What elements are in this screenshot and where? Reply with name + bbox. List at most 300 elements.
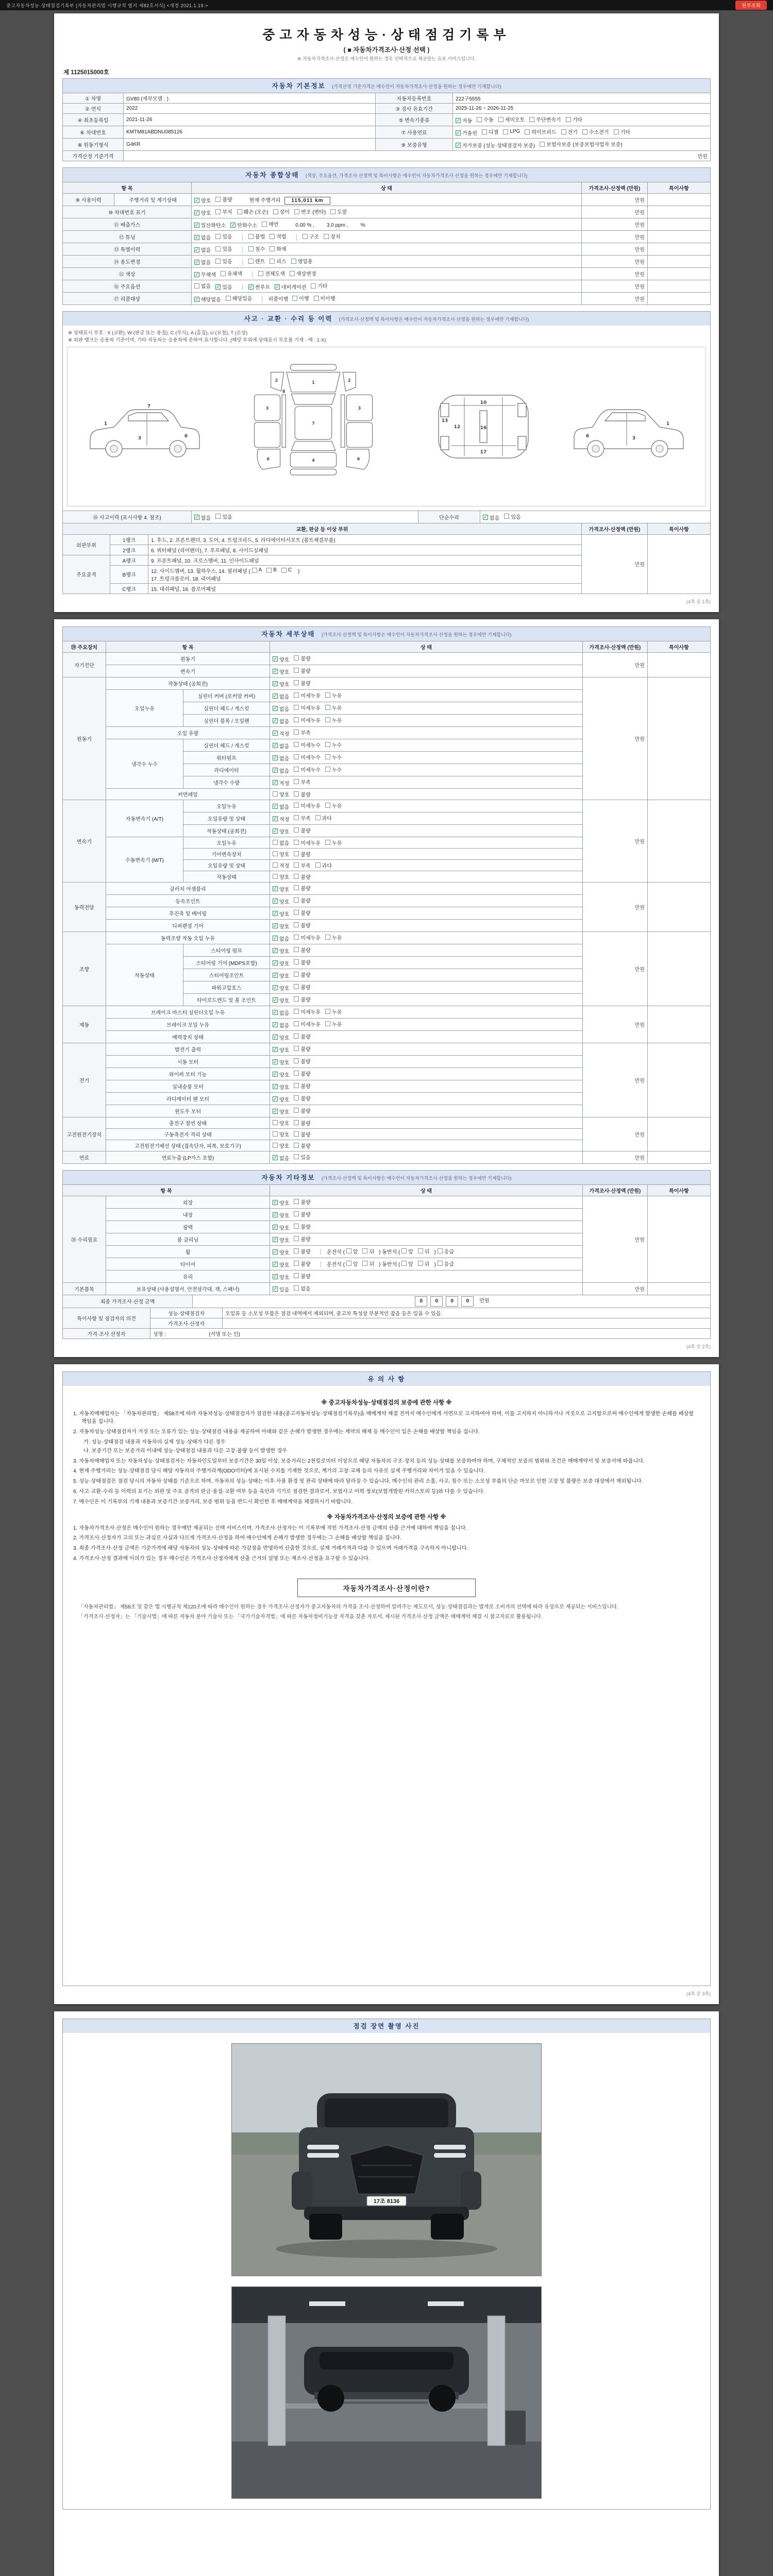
checkbox-option[interactable]	[294, 884, 310, 892]
unchecked-checkbox-icon[interactable]	[325, 742, 330, 747]
checkbox-option[interactable]	[294, 814, 310, 822]
checkbox-option[interactable]	[273, 668, 289, 675]
unchecked-checkbox-icon[interactable]	[291, 259, 296, 264]
checkbox-option[interactable]	[273, 208, 290, 215]
checked-checkbox-icon[interactable]: ✓	[273, 1262, 278, 1267]
checkbox-option[interactable]	[266, 567, 277, 573]
checkbox-option[interactable]	[325, 741, 342, 749]
checked-checkbox-icon[interactable]: ✓	[273, 1109, 278, 1114]
checked-checkbox-icon[interactable]: ✓	[273, 960, 278, 966]
unchecked-checkbox-icon[interactable]	[311, 283, 316, 289]
checked-checkbox-icon[interactable]: ✓	[248, 284, 254, 290]
unchecked-checkbox-icon[interactable]	[582, 129, 587, 134]
unchecked-checkbox-icon[interactable]	[325, 840, 330, 845]
checkbox-option[interactable]	[294, 1260, 310, 1267]
unchecked-checkbox-icon[interactable]	[294, 803, 299, 808]
checkbox-option[interactable]	[273, 935, 289, 942]
unchecked-checkbox-icon[interactable]	[418, 1248, 423, 1253]
unchecked-checkbox-icon[interactable]	[294, 885, 299, 890]
checkbox-option[interactable]	[294, 1119, 310, 1127]
unchecked-checkbox-icon[interactable]	[258, 271, 263, 276]
unchecked-checkbox-icon[interactable]	[401, 1248, 407, 1253]
unchecked-checkbox-icon[interactable]	[294, 1154, 299, 1159]
checkbox-option[interactable]	[273, 767, 289, 774]
checkbox-option[interactable]	[273, 1021, 289, 1029]
checkbox-option[interactable]	[294, 1272, 310, 1280]
checkbox-option[interactable]	[258, 269, 285, 277]
checkbox-option[interactable]	[561, 128, 578, 135]
checkbox-option[interactable]	[194, 282, 211, 290]
unchecked-checkbox-icon[interactable]	[294, 897, 299, 903]
unchecked-checkbox-icon[interactable]	[215, 259, 221, 264]
unchecked-checkbox-icon[interactable]	[221, 271, 226, 276]
unchecked-checkbox-icon[interactable]	[262, 222, 267, 227]
unchecked-checkbox-icon[interactable]	[270, 246, 275, 251]
unchecked-checkbox-icon[interactable]	[215, 246, 221, 251]
checkbox-option[interactable]	[273, 1236, 289, 1244]
checkbox-option[interactable]	[194, 221, 226, 229]
unchecked-checkbox-icon[interactable]	[294, 1058, 299, 1063]
checked-checkbox-icon[interactable]: ✓	[273, 804, 278, 809]
checkbox-option[interactable]	[292, 294, 309, 302]
checkbox-option[interactable]	[273, 1224, 289, 1231]
unchecked-checkbox-icon[interactable]	[294, 209, 299, 214]
checked-checkbox-icon[interactable]: ✓	[195, 296, 199, 302]
checkbox-option[interactable]	[525, 128, 556, 135]
checkbox-option[interactable]	[294, 741, 321, 749]
checkbox-option[interactable]	[330, 208, 347, 215]
checkbox-option[interactable]	[290, 269, 316, 277]
checkbox-option[interactable]	[325, 704, 342, 711]
checkbox-option[interactable]	[294, 983, 310, 991]
unchecked-checkbox-icon[interactable]	[294, 668, 299, 673]
checkbox-option[interactable]	[294, 826, 310, 834]
checkbox-option[interactable]	[294, 971, 310, 978]
unchecked-checkbox-icon[interactable]	[294, 1033, 299, 1039]
unchecked-checkbox-icon[interactable]	[294, 1071, 299, 1076]
checkbox-option[interactable]	[346, 1260, 358, 1267]
checkbox-option[interactable]	[273, 861, 289, 869]
checkbox-option[interactable]	[273, 1071, 289, 1078]
checked-checkbox-icon[interactable]: ✓	[273, 973, 278, 978]
checkbox-option[interactable]	[194, 196, 211, 204]
checked-checkbox-icon[interactable]: ✓	[216, 284, 221, 290]
checkbox-option[interactable]	[273, 984, 289, 992]
unchecked-checkbox-icon[interactable]	[226, 296, 231, 301]
unchecked-checkbox-icon[interactable]	[266, 568, 272, 573]
checkbox-option[interactable]	[194, 270, 216, 278]
unchecked-checkbox-icon[interactable]	[294, 1236, 299, 1241]
checkbox-option[interactable]	[273, 779, 289, 787]
unchecked-checkbox-icon[interactable]	[294, 779, 299, 784]
unchecked-checkbox-icon[interactable]	[525, 129, 530, 134]
checkbox-option[interactable]	[294, 1247, 310, 1255]
checkbox-option[interactable]	[273, 730, 289, 737]
checkbox-option[interactable]	[273, 1142, 289, 1149]
checkbox-option[interactable]	[294, 1198, 310, 1206]
checked-checkbox-icon[interactable]: ✓	[456, 142, 461, 148]
unchecked-checkbox-icon[interactable]	[566, 117, 571, 122]
checkbox-option[interactable]	[346, 1247, 358, 1255]
checkbox-option[interactable]	[614, 128, 630, 135]
unchecked-checkbox-icon[interactable]	[324, 234, 329, 239]
unchecked-checkbox-icon[interactable]	[273, 840, 278, 845]
unchecked-checkbox-icon[interactable]	[315, 862, 321, 868]
checkbox-option[interactable]	[194, 295, 221, 303]
unchecked-checkbox-icon[interactable]	[273, 874, 278, 879]
checked-checkbox-icon[interactable]: ✓	[273, 706, 278, 711]
checkbox-option[interactable]	[294, 1008, 321, 1015]
checked-checkbox-icon[interactable]: ✓	[273, 731, 278, 736]
unchecked-checkbox-icon[interactable]	[294, 910, 299, 915]
checkbox-option[interactable]	[273, 922, 289, 930]
unchecked-checkbox-icon[interactable]	[248, 246, 254, 251]
unchecked-checkbox-icon[interactable]	[248, 234, 254, 239]
unchecked-checkbox-icon[interactable]	[273, 1131, 278, 1137]
unchecked-checkbox-icon[interactable]	[294, 1143, 299, 1148]
checked-checkbox-icon[interactable]: ✓	[195, 515, 199, 520]
unchecked-checkbox-icon[interactable]	[294, 851, 299, 856]
unchecked-checkbox-icon[interactable]	[325, 754, 330, 759]
checkbox-option[interactable]	[483, 514, 499, 521]
unchecked-checkbox-icon[interactable]	[273, 209, 278, 214]
unchecked-checkbox-icon[interactable]	[294, 862, 299, 868]
unchecked-checkbox-icon[interactable]	[194, 283, 199, 289]
checkbox-option[interactable]	[418, 1247, 430, 1255]
checkbox-option[interactable]	[294, 753, 321, 761]
unchecked-checkbox-icon[interactable]	[294, 730, 299, 735]
checked-checkbox-icon[interactable]: ✓	[273, 693, 278, 699]
unchecked-checkbox-icon[interactable]	[294, 827, 299, 833]
checkbox-option[interactable]	[273, 1248, 289, 1256]
checkbox-option[interactable]	[273, 692, 289, 700]
checked-checkbox-icon[interactable]: ✓	[273, 1035, 278, 1040]
checkbox-option[interactable]	[248, 283, 270, 291]
checkbox-option[interactable]	[315, 814, 332, 822]
unchecked-checkbox-icon[interactable]	[498, 117, 503, 122]
unchecked-checkbox-icon[interactable]	[482, 129, 487, 134]
checkbox-option[interactable]	[303, 232, 319, 240]
checkbox-option[interactable]	[273, 839, 289, 846]
checkbox-option[interactable]	[294, 896, 310, 904]
unchecked-checkbox-icon[interactable]	[294, 1021, 299, 1026]
checkbox-option[interactable]	[294, 778, 310, 786]
checkbox-option[interactable]	[294, 995, 310, 1003]
checkbox-option[interactable]	[294, 873, 310, 880]
checked-checkbox-icon[interactable]: ✓	[275, 284, 280, 290]
checked-checkbox-icon[interactable]: ✓	[273, 1072, 278, 1077]
checkbox-option[interactable]	[215, 513, 232, 520]
checked-checkbox-icon[interactable]: ✓	[273, 1225, 278, 1230]
unchecked-checkbox-icon[interactable]	[294, 1095, 299, 1100]
unchecked-checkbox-icon[interactable]	[294, 815, 299, 820]
checkbox-option[interactable]	[294, 766, 321, 773]
checkbox-option[interactable]	[325, 839, 342, 846]
unchecked-checkbox-icon[interactable]	[325, 767, 330, 772]
unchecked-checkbox-icon[interactable]	[294, 1273, 299, 1278]
checkbox-option[interactable]	[294, 1235, 310, 1243]
checkbox-option[interactable]	[325, 802, 342, 809]
checked-checkbox-icon[interactable]: ✓	[456, 130, 461, 136]
unchecked-checkbox-icon[interactable]	[294, 1046, 299, 1051]
checkbox-option[interactable]	[248, 232, 265, 240]
checkbox-option[interactable]	[215, 283, 232, 291]
checked-checkbox-icon[interactable]: ✓	[273, 886, 278, 892]
checkbox-option[interactable]	[294, 1130, 310, 1138]
checked-checkbox-icon[interactable]: ✓	[273, 718, 278, 724]
unchecked-checkbox-icon[interactable]	[438, 1261, 443, 1266]
checkbox-option[interactable]	[221, 269, 242, 277]
checkbox-option[interactable]	[294, 861, 310, 869]
unchecked-checkbox-icon[interactable]	[325, 803, 330, 808]
checked-checkbox-icon[interactable]: ✓	[273, 816, 278, 822]
checkbox-option[interactable]	[273, 803, 289, 810]
unchecked-checkbox-icon[interactable]	[315, 815, 321, 820]
checkbox-option[interactable]	[540, 140, 622, 148]
checkbox-option[interactable]	[294, 1045, 310, 1053]
checkbox-option[interactable]	[362, 1260, 374, 1267]
checkbox-option[interactable]	[194, 258, 211, 266]
unchecked-checkbox-icon[interactable]	[294, 1248, 299, 1253]
checkbox-option[interactable]	[273, 1058, 289, 1066]
checkbox-option[interactable]	[273, 1285, 289, 1293]
unchecked-checkbox-icon[interactable]	[325, 1021, 330, 1026]
checkbox-option[interactable]	[273, 885, 289, 893]
checkbox-option[interactable]	[273, 1083, 289, 1091]
checked-checkbox-icon[interactable]: ✓	[273, 656, 278, 662]
checked-checkbox-icon[interactable]: ✓	[195, 234, 199, 241]
unchecked-checkbox-icon[interactable]	[273, 1120, 278, 1125]
unchecked-checkbox-icon[interactable]	[294, 791, 299, 796]
checkbox-option[interactable]	[325, 766, 342, 773]
unchecked-checkbox-icon[interactable]	[346, 1261, 351, 1266]
checkbox-option[interactable]	[273, 717, 289, 725]
checkbox-option[interactable]	[215, 208, 232, 215]
unchecked-checkbox-icon[interactable]	[252, 568, 257, 573]
unchecked-checkbox-icon[interactable]	[273, 1143, 278, 1148]
checkbox-option[interactable]	[273, 680, 289, 688]
checked-checkbox-icon[interactable]: ✓	[195, 210, 199, 216]
unchecked-checkbox-icon[interactable]	[294, 1108, 299, 1113]
checkbox-option[interactable]	[477, 115, 493, 123]
checkbox-option[interactable]	[215, 245, 232, 252]
checked-checkbox-icon[interactable]: ✓	[273, 780, 278, 786]
checkbox-option[interactable]	[273, 1273, 289, 1281]
unchecked-checkbox-icon[interactable]	[314, 296, 319, 301]
checkbox-option[interactable]	[273, 897, 289, 905]
checkbox-option[interactable]	[456, 116, 472, 124]
checkbox-option[interactable]	[273, 1211, 289, 1219]
checkbox-option[interactable]	[273, 705, 289, 713]
unchecked-checkbox-icon[interactable]	[294, 705, 299, 710]
checked-checkbox-icon[interactable]: ✓	[483, 515, 488, 520]
checkbox-option[interactable]	[273, 1119, 289, 1127]
checkbox-option[interactable]	[325, 1008, 342, 1015]
checkbox-option[interactable]	[294, 1082, 310, 1090]
unchecked-checkbox-icon[interactable]	[294, 996, 299, 1002]
unchecked-checkbox-icon[interactable]	[294, 1120, 299, 1125]
checkbox-option[interactable]	[438, 1260, 454, 1267]
unchecked-checkbox-icon[interactable]	[303, 234, 308, 239]
unchecked-checkbox-icon[interactable]	[294, 655, 299, 660]
checkbox-option[interactable]	[294, 934, 321, 941]
checked-checkbox-icon[interactable]: ✓	[273, 743, 278, 749]
checkbox-option[interactable]	[273, 947, 289, 955]
checkbox-option[interactable]	[215, 195, 232, 203]
checkbox-option[interactable]	[294, 1107, 310, 1114]
checkbox-option[interactable]	[273, 1095, 289, 1103]
unchecked-checkbox-icon[interactable]	[294, 959, 299, 964]
checked-checkbox-icon[interactable]: ✓	[273, 1237, 278, 1243]
checkbox-option[interactable]	[294, 946, 310, 954]
unchecked-checkbox-icon[interactable]	[294, 1224, 299, 1229]
unchecked-checkbox-icon[interactable]	[325, 705, 330, 710]
checked-checkbox-icon[interactable]: ✓	[273, 997, 278, 1003]
checkbox-option[interactable]	[275, 283, 306, 291]
checkbox-option[interactable]	[273, 1108, 289, 1115]
unchecked-checkbox-icon[interactable]	[294, 692, 299, 698]
checkbox-option[interactable]	[281, 567, 292, 573]
record-lookup-button[interactable]: 원부조회	[735, 1, 767, 10]
checkbox-option[interactable]	[215, 257, 232, 265]
checkbox-option[interactable]	[194, 233, 211, 241]
checkbox-option[interactable]	[294, 958, 310, 966]
unchecked-checkbox-icon[interactable]	[561, 129, 566, 134]
checkbox-option[interactable]	[311, 282, 327, 290]
checkbox-option[interactable]	[294, 691, 321, 699]
unchecked-checkbox-icon[interactable]	[294, 1131, 299, 1137]
unchecked-checkbox-icon[interactable]	[294, 984, 299, 989]
checkbox-option[interactable]	[262, 220, 278, 228]
checkbox-option[interactable]	[294, 1020, 321, 1028]
checkbox-option[interactable]	[401, 1247, 413, 1255]
checkbox-option[interactable]	[237, 208, 268, 215]
checkbox-option[interactable]	[294, 208, 326, 215]
checked-checkbox-icon[interactable]: ✓	[273, 923, 278, 929]
checked-checkbox-icon[interactable]: ✓	[273, 911, 278, 917]
checkbox-option[interactable]	[294, 1057, 310, 1065]
checkbox-option[interactable]	[273, 1046, 289, 1054]
unchecked-checkbox-icon[interactable]	[215, 209, 221, 214]
checkbox-option[interactable]	[291, 257, 313, 265]
checked-checkbox-icon[interactable]: ✓	[273, 1286, 278, 1292]
unchecked-checkbox-icon[interactable]	[294, 717, 299, 722]
checkbox-option[interactable]	[273, 1261, 289, 1268]
checkbox-option[interactable]	[294, 1210, 310, 1218]
checkbox-option[interactable]	[456, 141, 535, 149]
checkbox-option[interactable]	[294, 667, 310, 674]
checkbox-option[interactable]	[273, 827, 289, 835]
checkbox-option[interactable]	[230, 221, 257, 229]
checkbox-option[interactable]	[294, 716, 321, 724]
unchecked-checkbox-icon[interactable]	[438, 1248, 443, 1253]
checkbox-option[interactable]	[456, 129, 477, 137]
unchecked-checkbox-icon[interactable]	[294, 840, 299, 845]
checkbox-option[interactable]	[273, 1199, 289, 1207]
checkbox-option[interactable]	[273, 742, 289, 750]
unchecked-checkbox-icon[interactable]	[503, 129, 508, 134]
checkbox-option[interactable]	[273, 850, 289, 858]
checkbox-option[interactable]	[529, 115, 561, 123]
checked-checkbox-icon[interactable]: ✓	[273, 1212, 278, 1218]
checkbox-option[interactable]	[273, 815, 289, 823]
checkbox-option[interactable]	[294, 1142, 310, 1149]
checkbox-option[interactable]	[362, 1247, 374, 1255]
checked-checkbox-icon[interactable]: ✓	[273, 1200, 278, 1206]
checkbox-option[interactable]	[582, 128, 609, 135]
checked-checkbox-icon[interactable]: ✓	[273, 1010, 278, 1015]
unchecked-checkbox-icon[interactable]	[294, 742, 299, 747]
checkbox-option[interactable]	[325, 1020, 342, 1028]
checkbox-option[interactable]	[273, 996, 289, 1004]
checked-checkbox-icon[interactable]: ✓	[273, 1047, 278, 1053]
checked-checkbox-icon[interactable]: ✓	[273, 985, 278, 991]
unchecked-checkbox-icon[interactable]	[273, 791, 278, 796]
checkbox-option[interactable]	[325, 691, 342, 699]
checkbox-option[interactable]	[273, 1009, 289, 1016]
checkbox-option[interactable]	[294, 839, 321, 846]
unchecked-checkbox-icon[interactable]	[294, 972, 299, 977]
checked-checkbox-icon[interactable]: ✓	[273, 1084, 278, 1090]
unchecked-checkbox-icon[interactable]	[215, 234, 221, 239]
checked-checkbox-icon[interactable]: ✓	[273, 669, 278, 674]
checked-checkbox-icon[interactable]: ✓	[273, 1274, 278, 1280]
unchecked-checkbox-icon[interactable]	[294, 935, 299, 940]
unchecked-checkbox-icon[interactable]	[248, 259, 254, 264]
unchecked-checkbox-icon[interactable]	[294, 1083, 299, 1088]
checkbox-option[interactable]	[294, 790, 310, 798]
unchecked-checkbox-icon[interactable]	[529, 117, 534, 122]
unchecked-checkbox-icon[interactable]	[294, 947, 299, 952]
unchecked-checkbox-icon[interactable]	[294, 1211, 299, 1216]
checked-checkbox-icon[interactable]: ✓	[195, 259, 199, 265]
unchecked-checkbox-icon[interactable]	[362, 1248, 367, 1253]
checkbox-option[interactable]	[252, 567, 262, 573]
checkbox-option[interactable]	[325, 753, 342, 761]
unchecked-checkbox-icon[interactable]	[273, 851, 278, 856]
checkbox-option[interactable]	[273, 959, 289, 967]
checked-checkbox-icon[interactable]: ✓	[195, 222, 199, 228]
checkbox-option[interactable]	[270, 232, 286, 240]
checkbox-option[interactable]	[566, 115, 582, 123]
checkbox-option[interactable]	[226, 294, 253, 302]
unchecked-checkbox-icon[interactable]	[294, 1261, 299, 1266]
checkbox-option[interactable]	[270, 245, 286, 252]
unchecked-checkbox-icon[interactable]	[270, 234, 275, 239]
checkbox-option[interactable]	[270, 257, 286, 265]
unchecked-checkbox-icon[interactable]	[273, 862, 278, 868]
checkbox-option[interactable]	[273, 754, 289, 762]
unchecked-checkbox-icon[interactable]	[294, 922, 299, 927]
checkbox-option[interactable]	[248, 245, 265, 252]
checkbox-option[interactable]	[194, 514, 211, 521]
unchecked-checkbox-icon[interactable]	[290, 271, 295, 276]
checkbox-option[interactable]	[273, 972, 289, 979]
unchecked-checkbox-icon[interactable]	[401, 1261, 407, 1266]
unchecked-checkbox-icon[interactable]	[294, 1199, 299, 1204]
checkbox-option[interactable]	[294, 1070, 310, 1077]
unchecked-checkbox-icon[interactable]	[294, 754, 299, 759]
checkbox-option[interactable]	[194, 209, 211, 216]
checkbox-option[interactable]	[273, 1154, 289, 1162]
checkbox-option[interactable]	[418, 1260, 430, 1267]
checkbox-option[interactable]	[294, 1094, 310, 1102]
unchecked-checkbox-icon[interactable]	[294, 680, 299, 685]
unchecked-checkbox-icon[interactable]	[215, 514, 221, 519]
checkbox-option[interactable]	[294, 1032, 310, 1040]
unchecked-checkbox-icon[interactable]	[294, 1009, 299, 1014]
checkbox-option[interactable]	[438, 1247, 454, 1255]
